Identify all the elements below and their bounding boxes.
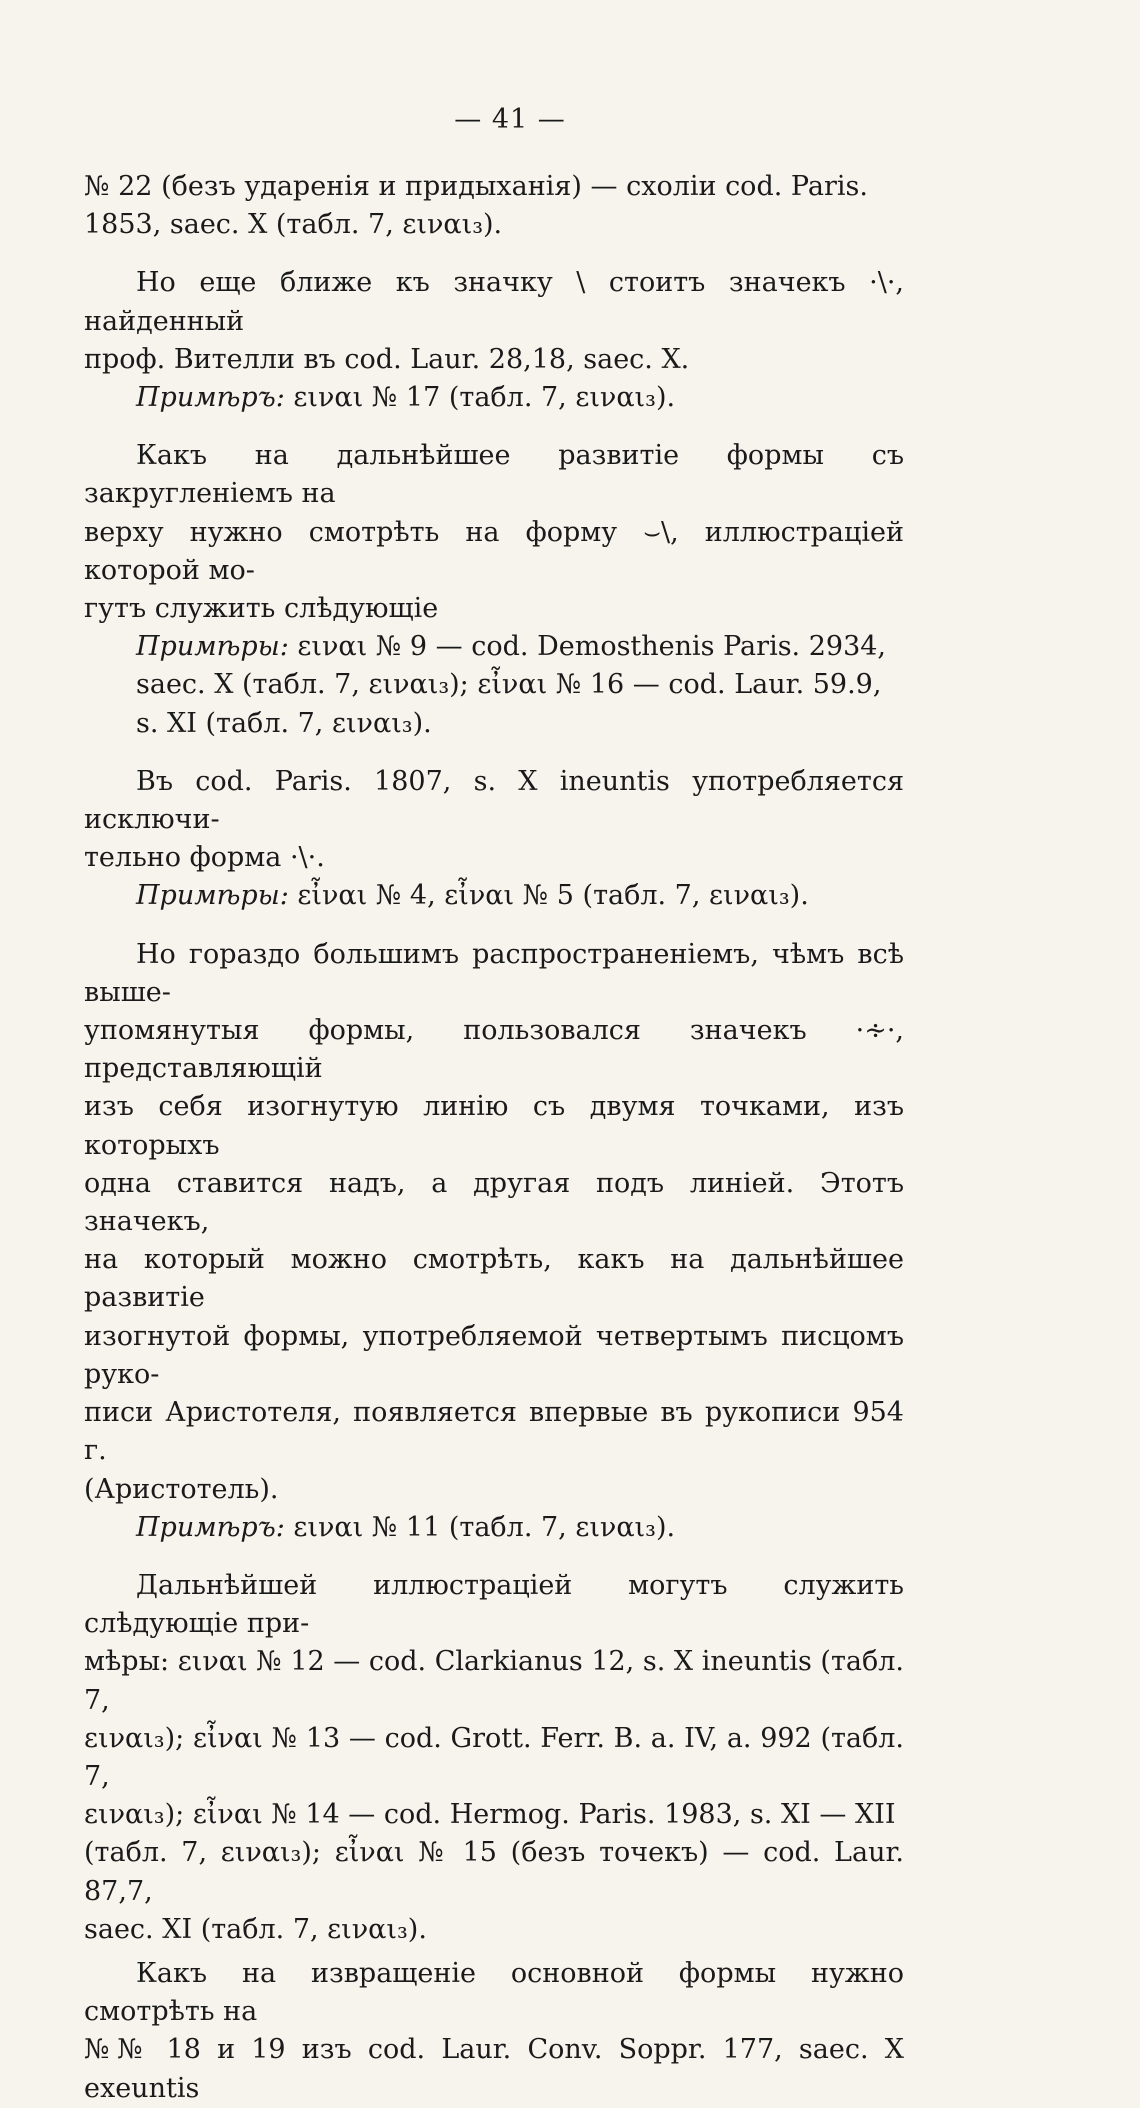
text-line: одна ставится надъ, а другая подъ линіей. Этотъ значекъ, bbox=[84, 1167, 904, 1238]
example-text: s. XI (табл. 7, ειναι₃). bbox=[136, 707, 432, 739]
paragraph bbox=[84, 936, 904, 1509]
text-line: изогнутой формы, употребляемой четвертымъ писцомъ руко- bbox=[84, 1320, 904, 1390]
text-line: мѣры: ειναι № 12 — cod. Clarkianus 12, s. X ineuntis (табл. 7, bbox=[84, 1646, 904, 1716]
text-line: ειναι₃); εἶναι № 13 — cod. Grott. Ferr. B. a. IV, a. 992 (табл. 7, bbox=[84, 1722, 904, 1792]
text-body bbox=[84, 168, 904, 2108]
text-line: saec. XI (табл. 7, ειναι₃). bbox=[84, 1913, 427, 1945]
text-line: ειναι₃); εἶναι № 14 — cod. Hermog. Paris. 1983, s. XI — XII bbox=[84, 1799, 896, 1831]
text-line: (Аристотель). bbox=[84, 1473, 279, 1505]
page-number: — 41 — bbox=[454, 104, 566, 135]
text-line: 1853, saec. X (табл. 7, ειναι₃). bbox=[84, 209, 503, 241]
paragraph bbox=[84, 763, 904, 878]
text-line: Въ cod. Paris. 1807, s. X ineuntis употребляется исключи- bbox=[84, 765, 904, 836]
example-line bbox=[84, 877, 904, 915]
example-label: Примѣръ: bbox=[136, 382, 285, 414]
text-line: Но гораздо большимъ распространеніемъ, чѣмъ всѣ выше- bbox=[84, 938, 904, 1008]
example-line bbox=[84, 1509, 904, 1547]
text-line: верху нужно смотрѣть на форму ⌣\, иллюстраціей которой мо- bbox=[84, 516, 904, 586]
text-line: Какъ на извращеніе основной формы нужно смотрѣть на bbox=[84, 1957, 904, 2028]
text-line: (табл. 7, ειναι₃); εἶναι № 15 (безъ точекъ) — cod. Laur. 87,7, bbox=[84, 1837, 904, 1907]
text-line: писи Аристотеля, появляется впервые въ рукописи 954 г. bbox=[84, 1397, 904, 1467]
example-text: ειναι № 17 (табл. 7, ειναι₃). bbox=[284, 382, 676, 414]
example-label: Примѣры: bbox=[136, 631, 289, 663]
example-block bbox=[84, 628, 904, 743]
paragraph bbox=[84, 437, 904, 628]
example-line bbox=[84, 379, 904, 417]
text-line: № 22 (безъ ударенія и придыханія) — схоліи cod. Paris. bbox=[84, 171, 868, 202]
paragraph bbox=[84, 1955, 904, 2108]
text-line: Но еще ближе къ значку \ стоитъ значекъ ·\·, найденный bbox=[84, 267, 904, 337]
example-text: saec. X (табл. 7, ειναι₃); εἶναι № 16 — cod. Laur. 59.9, bbox=[136, 669, 882, 701]
text-line: изъ себя изогнутую линію съ двумя точками, изъ которыхъ bbox=[84, 1091, 904, 1161]
text-line: тельно форма ·\·. bbox=[84, 842, 325, 874]
text-line: проф. Вителли въ cod. Laur. 28,18, saec. X. bbox=[84, 343, 690, 375]
example-label: Примѣръ: bbox=[136, 1511, 285, 1543]
text-line: упомянутыя формы, пользовался значекъ ·∻·, представляющій bbox=[84, 1015, 904, 1085]
text-line: на который можно смотрѣть, какъ на дальнѣйшее развитіе bbox=[84, 1244, 904, 1314]
text-line: Какъ на дальнѣйшее развитіе формы съ закругленіемъ на bbox=[84, 440, 904, 510]
text-line: гутъ служить слѣдующіе bbox=[84, 593, 439, 625]
example-text: ειναι № 9 — cod. Demosthenis Paris. 2934, bbox=[288, 631, 887, 663]
text-line: №№ 18 и 19 изъ cod. Laur. Conv. Soppr. 177, saec. X exeuntis bbox=[84, 2034, 904, 2104]
example-text: ειναι № 11 (табл. 7, ειναι₃). bbox=[284, 1511, 676, 1543]
paragraph bbox=[84, 1567, 904, 1949]
example-text: εἶναι № 4, εἶναι № 5 (табл. 7, ειναι₃). bbox=[288, 880, 809, 912]
text-line: Дальнѣйшей иллюстраціей могутъ служить слѣдующіе при- bbox=[84, 1569, 904, 1640]
paragraph bbox=[84, 168, 904, 244]
paragraph bbox=[84, 264, 904, 379]
example-label: Примѣры: bbox=[136, 880, 289, 912]
